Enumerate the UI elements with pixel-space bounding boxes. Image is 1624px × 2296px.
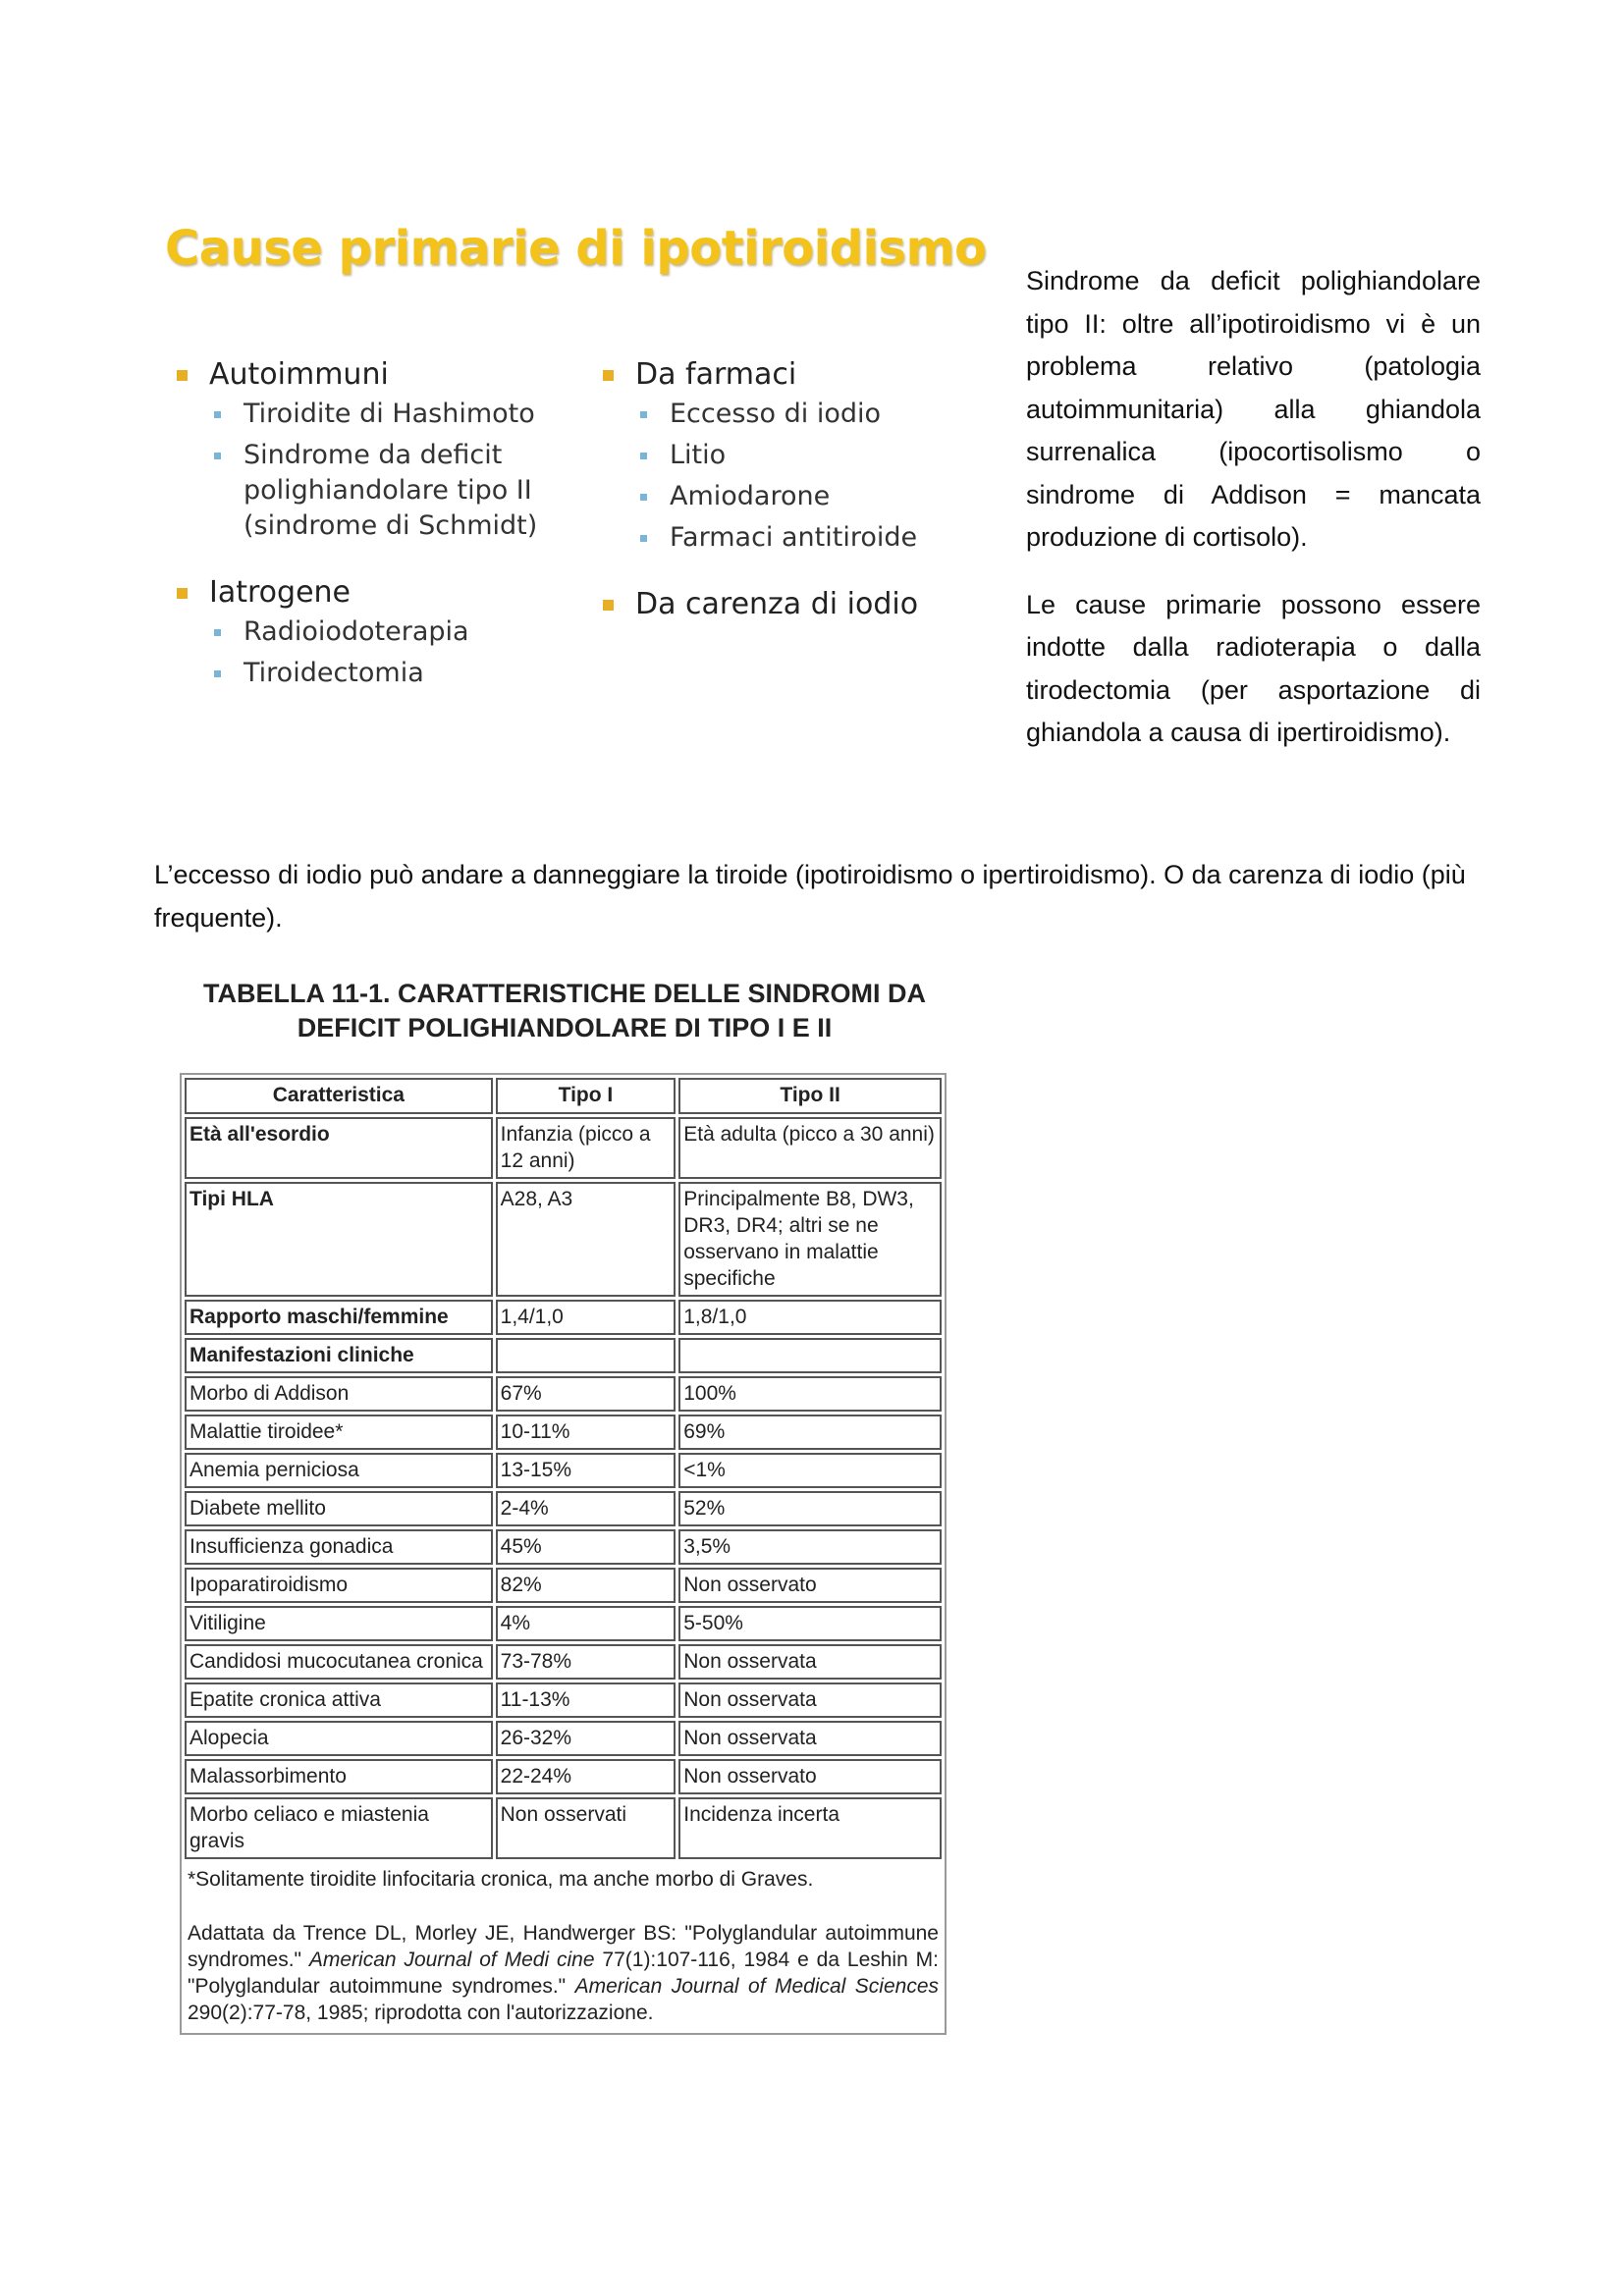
table-row — [185, 1644, 942, 1680]
tipo2-cell: 5-50% — [678, 1606, 942, 1641]
citation-part: American Journal of Medi cine — [308, 1949, 595, 1971]
tipo2-cell: 3,5% — [678, 1529, 942, 1565]
table-frame — [180, 1073, 947, 2035]
table-row — [185, 1300, 942, 1335]
bullet-column-right — [603, 353, 996, 654]
side-note: Sindrome da deficit polighiandolare tipo II: oltre all’ipotiroidismo vi è un problema relativo (patologia autoimmunitaria) alla ghiandola surrenalica (ipocortisolismo o sindrome di Addison = mancata produzione di cortisolo). — [1026, 266, 1481, 552]
sub-bullet — [214, 614, 569, 650]
bullet-level1 — [177, 353, 569, 397]
table-row — [185, 1682, 942, 1718]
column-header: Tipo II — [678, 1078, 942, 1114]
tipo2-cell: 1,8/1,0 — [678, 1300, 942, 1335]
row-label-cell: Età all'esordio — [185, 1117, 493, 1179]
side-notes — [1026, 260, 1481, 779]
row-label-cell: Tipi HLA — [185, 1182, 493, 1297]
table-row — [185, 1491, 942, 1526]
tipo1-cell: 67% — [496, 1376, 677, 1412]
sub-bullet-label: Tiroidectomia — [244, 658, 424, 688]
square-bullet-icon — [603, 370, 614, 381]
square-bullet-icon — [640, 453, 647, 459]
row-label-cell: Diabete mellito — [185, 1491, 493, 1526]
bullet-label: Iatrogene — [209, 575, 351, 610]
row-label-cell: Candidosi mucocutanea cronica — [185, 1644, 493, 1680]
bullet-label: Autoimmuni — [209, 357, 389, 392]
square-bullet-icon — [214, 453, 221, 459]
table-notes — [185, 1862, 942, 2030]
bullet-group — [603, 353, 996, 556]
tipo1-cell: Infanzia (picco a 12 anni) — [496, 1117, 677, 1179]
table-row — [185, 1568, 942, 1603]
bullet-level1 — [603, 583, 996, 626]
sub-bullet-label: Farmaci antitiroide — [670, 522, 918, 553]
square-bullet-icon — [603, 600, 614, 611]
tipo1-cell: 4% — [496, 1606, 677, 1641]
row-label-cell: Morbo di Addison — [185, 1376, 493, 1412]
citation-part: American Journal of Medical Sciences — [574, 1975, 939, 1998]
bullet-column-left — [177, 353, 569, 719]
table-row — [185, 1606, 942, 1641]
table-row — [185, 1338, 942, 1373]
sub-bullet — [640, 479, 996, 514]
sub-bullet — [640, 520, 996, 556]
sub-bullet-label: Amiodarone — [670, 481, 831, 511]
tipo2-cell: <1% — [678, 1453, 942, 1488]
bullet-level1 — [603, 353, 996, 397]
sub-bullet — [640, 397, 996, 432]
table-header-row — [185, 1078, 942, 1114]
row-label-cell: Malattie tiroidee* — [185, 1415, 493, 1450]
column-header: Tipo I — [496, 1078, 677, 1114]
tipo2-cell: Non osservato — [678, 1568, 942, 1603]
row-label-cell: Rapporto maschi/femmine — [185, 1300, 493, 1335]
body-paragraph: L’eccesso di iodio può andare a danneggiare la tiroide (ipotiroidismo o ipertiroidismo). O da carenza di iodio (più frequente). — [154, 860, 1466, 933]
row-label-cell: Alopecia — [185, 1721, 493, 1756]
slide-title: Cause primarie di ipotiroidismo — [165, 221, 987, 276]
tipo2-cell: Non osservata — [678, 1644, 942, 1680]
sub-bullet-label: Sindrome da deficit polighiandolare tipo II (sindrome di Schmidt) — [244, 440, 538, 541]
tipo1-cell: Non osservati — [496, 1797, 677, 1859]
tipo2-cell: Incidenza incerta — [678, 1797, 942, 1859]
square-bullet-icon — [214, 411, 221, 418]
tipo2-cell: Età adulta (picco a 30 anni) — [678, 1117, 942, 1179]
table-footnote: *Solitamente tiroidite linfocitaria cronica, ma anche morbo di Graves. — [188, 1868, 814, 1891]
sub-bullet — [640, 438, 996, 473]
table-row — [185, 1721, 942, 1756]
tipo1-cell: 26-32% — [496, 1721, 677, 1756]
bullet-label: Da farmaci — [635, 357, 797, 392]
bullet-group — [177, 353, 569, 544]
square-bullet-icon — [640, 535, 647, 542]
citation-part: 77(1):107-116, 1984 e da Leshin M: "Polyglandular autoimmune syndromes." — [188, 1949, 939, 1998]
tipo2-cell: 100% — [678, 1376, 942, 1412]
table-row — [185, 1376, 942, 1412]
row-label-cell: Malassorbimento — [185, 1759, 493, 1794]
table-row — [185, 1182, 942, 1297]
bullet-group — [603, 583, 996, 626]
tipo1-cell: 73-78% — [496, 1644, 677, 1680]
sub-bullet-label: Radioiodoterapia — [244, 616, 469, 647]
tipo1-cell: 1,4/1,0 — [496, 1300, 677, 1335]
table-row — [185, 1797, 942, 1859]
tipo1-cell: 22-24% — [496, 1759, 677, 1794]
tipo2-cell: Non osservato — [678, 1759, 942, 1794]
tipo1-cell: 82% — [496, 1568, 677, 1603]
bullet-group — [177, 571, 569, 691]
tipo2-cell: Non osservata — [678, 1721, 942, 1756]
bullet-level1 — [177, 571, 569, 614]
tipo2-cell: 69% — [678, 1415, 942, 1450]
tipo2-cell — [678, 1338, 942, 1373]
citation-part: 290(2):77-78, 1985; riprodotta con l'autorizzazione. — [188, 2002, 654, 2024]
citation-part: Adattata da Trence DL, Morley JE, Handwerger BS: "Polyglandular autoimmune syndromes." — [188, 1922, 939, 1971]
sub-bullet — [214, 656, 569, 691]
table-row — [185, 1415, 942, 1450]
side-note: Le cause primarie possono essere indotte dalla radioterapia o dalla tirodectomia (per asportazione di ghiandola a causa di ipertiroidismo). — [1026, 589, 1481, 747]
row-label-cell: Manifestazioni cliniche — [185, 1338, 493, 1373]
table-row — [185, 1453, 942, 1488]
square-bullet-icon — [214, 629, 221, 636]
row-label-cell: Anemia perniciosa — [185, 1453, 493, 1488]
table-note-row — [185, 1862, 942, 2030]
sub-bullet-label: Litio — [670, 440, 727, 470]
square-bullet-icon — [640, 494, 647, 501]
table-source — [188, 1920, 939, 2026]
tipo2-cell: Non osservata — [678, 1682, 942, 1718]
column-header: Caratteristica — [185, 1078, 493, 1114]
row-label-cell: Ipoparatiroidismo — [185, 1568, 493, 1603]
row-label-cell: Insufficienza gonadica — [185, 1529, 493, 1565]
square-bullet-icon — [177, 588, 188, 599]
table-row — [185, 1759, 942, 1794]
tipo1-cell: 11-13% — [496, 1682, 677, 1718]
tipo1-cell: 45% — [496, 1529, 677, 1565]
tipo1-cell: 10-11% — [496, 1415, 677, 1450]
square-bullet-icon — [177, 370, 188, 381]
tipo1-cell — [496, 1338, 677, 1373]
tipo1-cell: A28, A3 — [496, 1182, 677, 1297]
tipo1-cell: 13-15% — [496, 1453, 677, 1488]
table-row — [185, 1117, 942, 1179]
row-label-cell: Morbo celiaco e miastenia gravis — [185, 1797, 493, 1859]
row-label-cell: Epatite cronica attiva — [185, 1682, 493, 1718]
table-row — [185, 1529, 942, 1565]
tipo2-cell: 52% — [678, 1491, 942, 1526]
tipo2-cell: Principalmente B8, DW3, DR3, DR4; altri se ne osservano in malattie specifiche — [678, 1182, 942, 1297]
bullet-label: Da carenza di iodio — [635, 587, 919, 621]
syndromes-table — [182, 1075, 945, 2033]
tipo1-cell: 2-4% — [496, 1491, 677, 1526]
sub-bullet — [214, 438, 569, 544]
sub-bullet-label: Tiroidite di Hashimoto — [244, 399, 535, 429]
table-title: TABELLA 11-1. CARATTERISTICHE DELLE SINDROMI DA DEFICIT POLIGHIANDOLARE DI TIPO I E II — [202, 979, 927, 1042]
sub-bullet-label: Eccesso di iodio — [670, 399, 881, 429]
square-bullet-icon — [214, 670, 221, 677]
square-bullet-icon — [640, 411, 647, 418]
row-label-cell: Vitiligine — [185, 1606, 493, 1641]
sub-bullet — [214, 397, 569, 432]
